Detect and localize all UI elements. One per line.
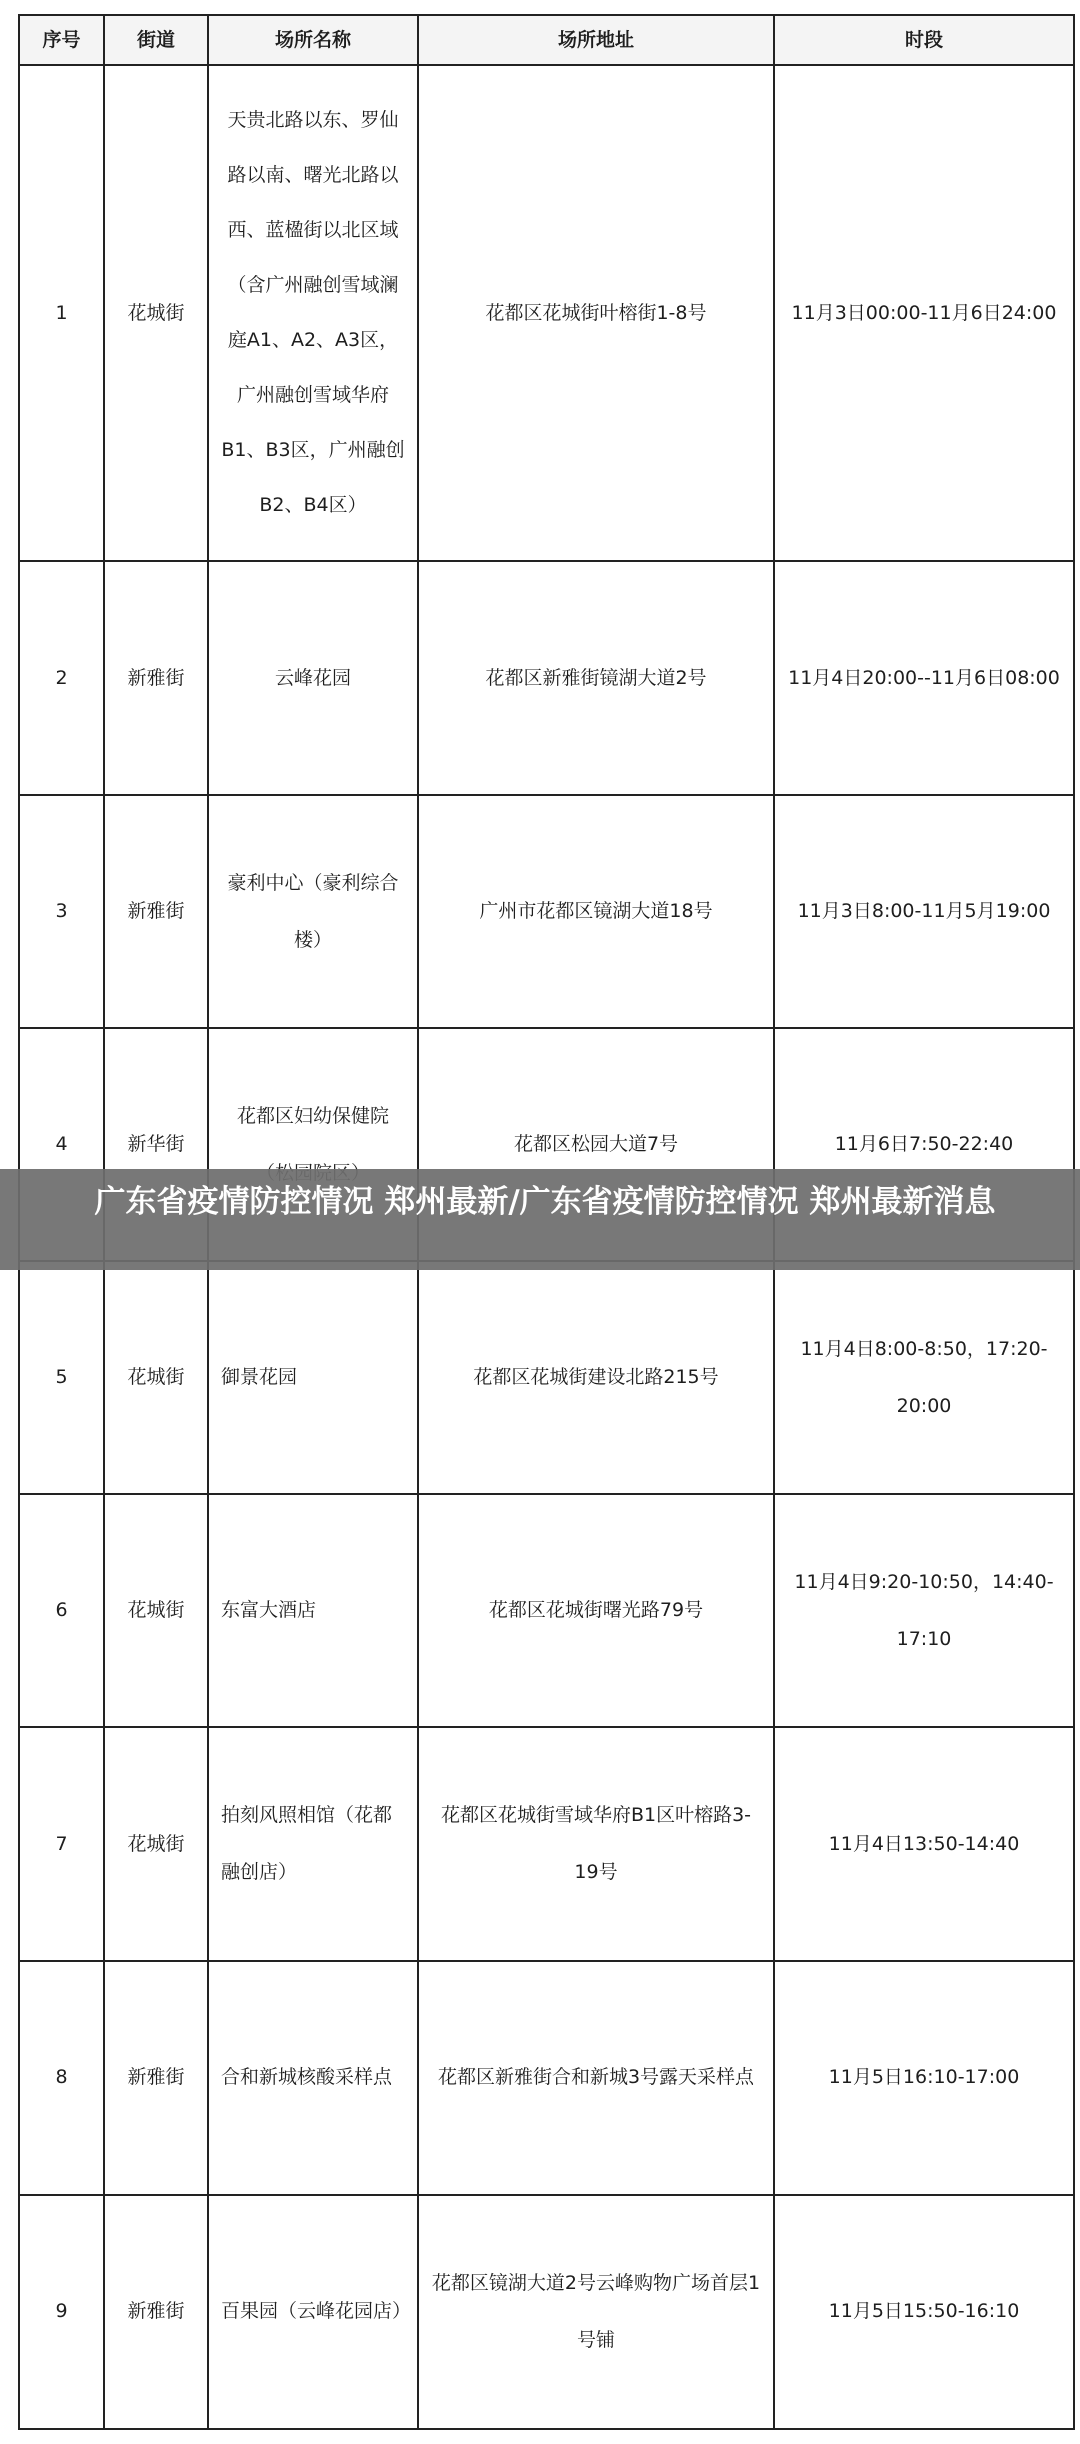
cell-time-period: 11月4日9:20-10:50，14:40-17:10	[774, 1494, 1074, 1727]
cell-serial-number: 9	[19, 2195, 104, 2429]
cell-time-period: 11月5日16:10-17:00	[774, 1961, 1074, 2195]
cell-serial-number: 3	[19, 795, 104, 1028]
cell-serial-number: 5	[19, 1261, 104, 1494]
cell-serial-number: 8	[19, 1961, 104, 2195]
cell-time-period: 11月4日20:00--11月6日08:00	[774, 561, 1074, 795]
table-row	[19, 795, 1074, 1028]
cell-street: 新雅街	[104, 1961, 208, 2195]
cell-street: 新雅街	[104, 561, 208, 795]
header-time-period: 时段	[774, 15, 1074, 65]
table-row	[19, 1494, 1074, 1727]
cell-time-period: 11月5日15:50-16:10	[774, 2195, 1074, 2429]
cell-place-address: 花都区新雅街合和新城3号露天采样点	[418, 1961, 774, 2195]
cell-serial-number: 1	[19, 65, 104, 561]
header-serial-number: 序号	[19, 15, 104, 65]
cell-street: 花城街	[104, 65, 208, 561]
table-row	[19, 1261, 1074, 1494]
table-row	[19, 2195, 1074, 2429]
cell-street: 新雅街	[104, 2195, 208, 2429]
cell-time-period: 11月3日00:00-11月6日24:00	[774, 65, 1074, 561]
cell-serial-number: 7	[19, 1727, 104, 1961]
cell-place-address: 花都区镜湖大道2号云峰购物广场首层1号铺	[418, 2195, 774, 2429]
cell-time-period: 11月6日7:50-22:40	[774, 1028, 1074, 1261]
cell-place-name: 云峰花园	[208, 561, 418, 795]
cell-street: 新雅街	[104, 795, 208, 1028]
cell-street: 花城街	[104, 1261, 208, 1494]
table-row	[19, 65, 1074, 561]
cell-street: 花城街	[104, 1727, 208, 1961]
cell-place-name: 拍刻风照相馆（花都融创店）	[208, 1727, 418, 1961]
cell-time-period: 11月4日13:50-14:40	[774, 1727, 1074, 1961]
cell-place-name: 东富大酒店	[208, 1494, 418, 1727]
cell-time-period: 11月3日8:00-11月5月19:00	[774, 795, 1074, 1028]
cell-place-address: 花都区花城街雪域华府B1区叶榕路3-19号	[418, 1727, 774, 1961]
cell-serial-number: 4	[19, 1028, 104, 1261]
table-row	[19, 1961, 1074, 2195]
headline-title: 广东省疫情防控情况 郑州最新/广东省疫情防控情况 郑州最新消息	[94, 1184, 996, 1220]
header-place-address: 场所地址	[418, 15, 774, 65]
cell-place-name: 合和新城核酸采样点	[208, 1961, 418, 2195]
cell-serial-number: 6	[19, 1494, 104, 1727]
cell-place-address: 花都区花城街叶榕街1-8号	[418, 65, 774, 561]
cell-street: 花城街	[104, 1494, 208, 1727]
cell-serial-number: 2	[19, 561, 104, 795]
cell-place-name: 御景花园	[208, 1261, 418, 1494]
cell-time-period: 11月4日8:00-8:50，17:20-20:00	[774, 1261, 1074, 1494]
cell-place-name: 百果园（云峰花园店）	[208, 2195, 418, 2429]
header-place-name: 场所名称	[208, 15, 418, 65]
cell-street: 新华街	[104, 1028, 208, 1261]
cell-place-name: 天贵北路以东、罗仙路以南、曙光北路以西、蓝楹街以北区域（含广州融创雪域澜庭A1、A2、A3区，广州融创雪域华府B1、B3区，广州融创B2、B4区）	[208, 65, 418, 561]
cell-place-name: 豪利中心（豪利综合楼）	[208, 795, 418, 1028]
table-row	[19, 561, 1074, 795]
cell-place-address: 花都区花城街曙光路79号	[418, 1494, 774, 1727]
cell-place-name: 花都区妇幼保健院	[208, 1028, 418, 1261]
cell-place-address: 花都区松园大道7号	[418, 1028, 774, 1261]
table-row	[19, 1727, 1074, 1961]
cell-place-address: 广州市花都区镜湖大道18号	[418, 795, 774, 1028]
table-header-row	[19, 15, 1074, 65]
cell-place-address: 花都区花城街建设北路215号	[418, 1261, 774, 1494]
cell-place-address: 花都区新雅街镜湖大道2号	[418, 561, 774, 795]
header-street: 街道	[104, 15, 208, 65]
headline-banner	[0, 1169, 1080, 1270]
